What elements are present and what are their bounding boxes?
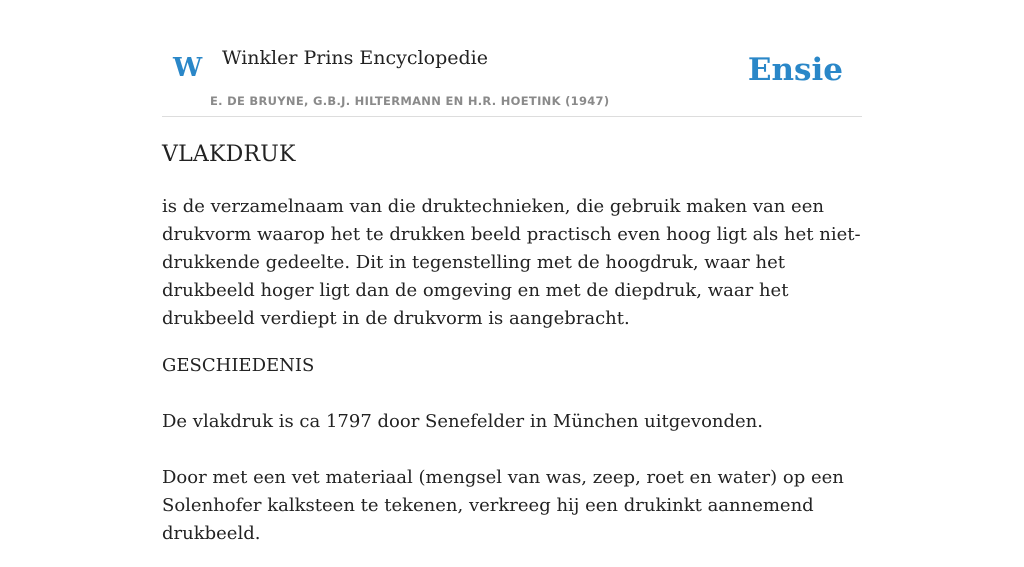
article: [162, 140, 862, 567]
book-authors: E. DE BRUYNE, G.B.J. HILTERMANN EN H.R. HOETINK (1947): [210, 94, 610, 108]
ensie-logo[interactable]: Ensie: [747, 52, 843, 88]
winkler-prins-logo[interactable]: W: [173, 53, 203, 83]
book-title[interactable]: Winkler Prins Encyclopedie: [222, 47, 488, 69]
article-headword: VLAKDRUK: [162, 142, 296, 167]
section-heading: GESCHIEDENIS: [162, 355, 315, 376]
article-intro: is de verzamelnaam van die druktechnieken, die gebruik maken van een drukvorm waarop het te drukken beeld practisch even hoog ligt als het niet-drukkende gedeelte. Dit in tegenstelling met de hoogdruk, waar het drukbeeld hoger ligt dan de omgeving en met de diepdruk, waar het drukbeeld verdiept in de drukvorm is aangebracht.: [162, 196, 861, 329]
article-paragraph: Door met een vet materiaal (mengsel van was, zeep, roet en water) op een Solenhofer kalksteen te tekenen, verkreeg hij een drukinkt aannemend drukbeeld.: [162, 467, 844, 544]
article-paragraph: De vlakdruk is ca 1797 door Senefelder in München uitgevonden.: [162, 411, 763, 432]
site-header: [162, 0, 862, 117]
